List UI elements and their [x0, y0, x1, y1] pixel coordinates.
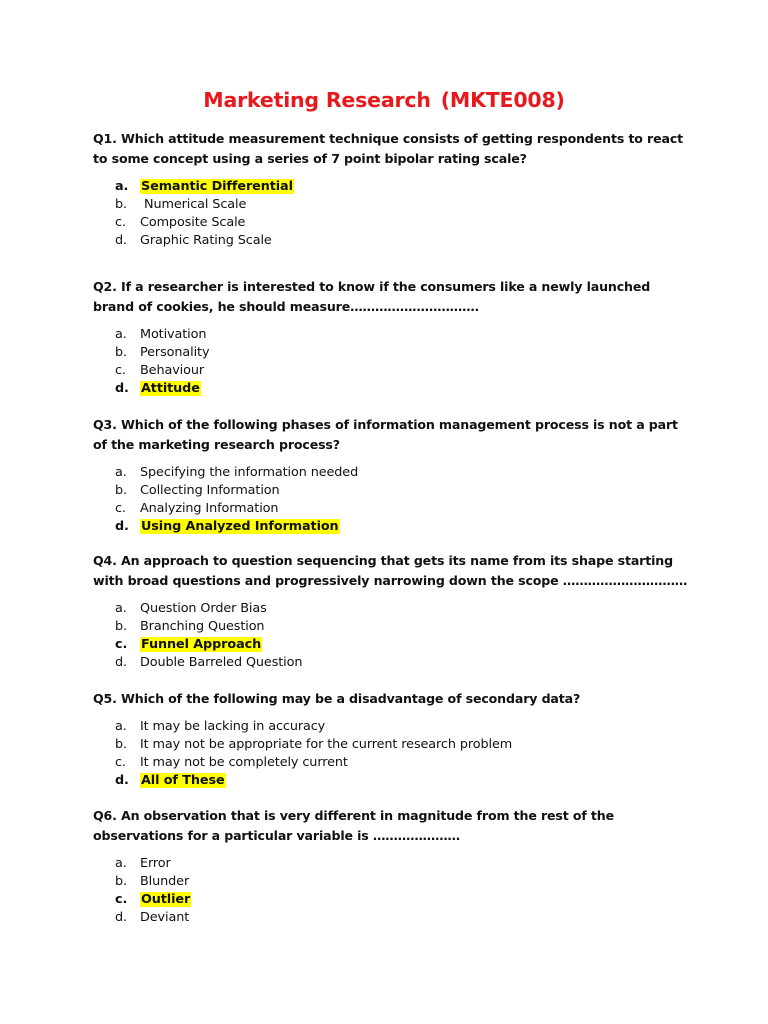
option-text: Analyzing Information [140, 501, 279, 516]
option-letter: b. [115, 874, 127, 889]
option-letter: b. [115, 197, 127, 212]
question-6: Q6. An observation that is very different in magnitude from the rest of the observations for a particular variable is ………………… [93, 808, 615, 843]
option-text: Behaviour [140, 363, 205, 378]
option-text: Specifying the information needed [140, 465, 359, 480]
option-text: Question Order Bias [140, 601, 267, 616]
option-text: Branching Question [140, 619, 265, 634]
option-text: Attitude [141, 381, 200, 396]
option-letter: c. [115, 363, 126, 378]
option-4d [115, 654, 302, 672]
option-text: All of These [141, 773, 225, 788]
options-2 [115, 326, 209, 398]
option-6a [115, 855, 191, 873]
option-letter: a. [115, 179, 129, 194]
option-text: Blunder [140, 874, 190, 889]
option-3c [115, 500, 358, 518]
option-2d [115, 380, 209, 398]
option-3d [115, 518, 358, 536]
options-6 [115, 855, 191, 927]
option-letter: a. [115, 465, 127, 480]
option-4a [115, 600, 302, 618]
option-text: Error [140, 856, 171, 871]
option-letter: d. [115, 910, 127, 925]
option-letter: d. [115, 233, 127, 248]
option-5d [115, 772, 512, 790]
option-text: Deviant [140, 910, 190, 925]
option-1d [115, 232, 294, 250]
option-5c [115, 754, 512, 772]
options-3 [115, 464, 358, 536]
page-title [0, 88, 768, 112]
option-letter: a. [115, 719, 127, 734]
option-6b [115, 873, 191, 891]
course-code: (MKTE008) [440, 88, 565, 112]
option-letter: d. [115, 773, 129, 788]
question-1: Q1. Which attitude measurement technique consists of getting respondents to react to some concept using a series of 7 point bipolar rating scale? [93, 131, 684, 166]
option-text: Double Barreled Question [140, 655, 303, 670]
option-2b [115, 344, 209, 362]
title-text: Marketing Research [203, 88, 431, 112]
option-letter: b. [115, 737, 127, 752]
option-text: Funnel Approach [141, 637, 262, 652]
option-text: It may not be appropriate for the current research problem [140, 737, 513, 752]
question-4: Q4. An approach to question sequencing that gets its name from its shape starting with broad questions and progressively narrowing down the scope ………………………… [93, 553, 688, 588]
option-4b [115, 618, 302, 636]
option-text: It may not be completely current [140, 755, 348, 770]
option-text: Numerical Scale [140, 197, 247, 212]
option-2a [115, 326, 209, 344]
option-3a [115, 464, 358, 482]
option-letter: b. [115, 483, 127, 498]
option-text: Personality [140, 345, 210, 360]
option-letter: a. [115, 327, 127, 342]
option-text: Composite Scale [140, 215, 246, 230]
options-5 [115, 718, 512, 790]
option-text: Semantic Differential [141, 179, 293, 194]
option-letter: c. [115, 215, 126, 230]
option-letter: b. [115, 619, 127, 634]
option-letter: a. [115, 601, 127, 616]
options-1 [115, 178, 294, 250]
option-5a [115, 718, 512, 736]
option-2c [115, 362, 209, 380]
option-letter: a. [115, 856, 127, 871]
option-letter: c. [115, 637, 128, 652]
option-letter: c. [115, 501, 126, 516]
question-5: Q5. Which of the following may be a disadvantage of secondary data? [93, 691, 581, 706]
option-text: Outlier [141, 892, 191, 907]
option-letter: c. [115, 892, 128, 907]
option-letter: b. [115, 345, 127, 360]
options-4 [115, 600, 302, 672]
option-text: Using Analyzed Information [141, 519, 339, 534]
option-letter: d. [115, 381, 129, 396]
option-text: Collecting Information [140, 483, 280, 498]
option-1c [115, 214, 294, 232]
question-3: Q3. Which of the following phases of information management process is not a part of the marketing research process? [93, 417, 678, 452]
option-letter: d. [115, 655, 127, 670]
question-2: Q2. If a researcher is interested to know if the consumers like a newly launched brand of cookies, he should measure…………………………. [93, 279, 651, 314]
option-letter: c. [115, 755, 126, 770]
option-1a [115, 178, 294, 196]
option-6c [115, 891, 191, 909]
option-text: Graphic Rating Scale [140, 233, 272, 248]
option-5b [115, 736, 512, 754]
option-1b [115, 196, 294, 214]
option-4c [115, 636, 302, 654]
option-text: It may be lacking in accuracy [140, 719, 326, 734]
option-3b [115, 482, 358, 500]
option-6d [115, 909, 191, 927]
option-letter: d. [115, 519, 129, 534]
option-text: Motivation [140, 327, 207, 342]
